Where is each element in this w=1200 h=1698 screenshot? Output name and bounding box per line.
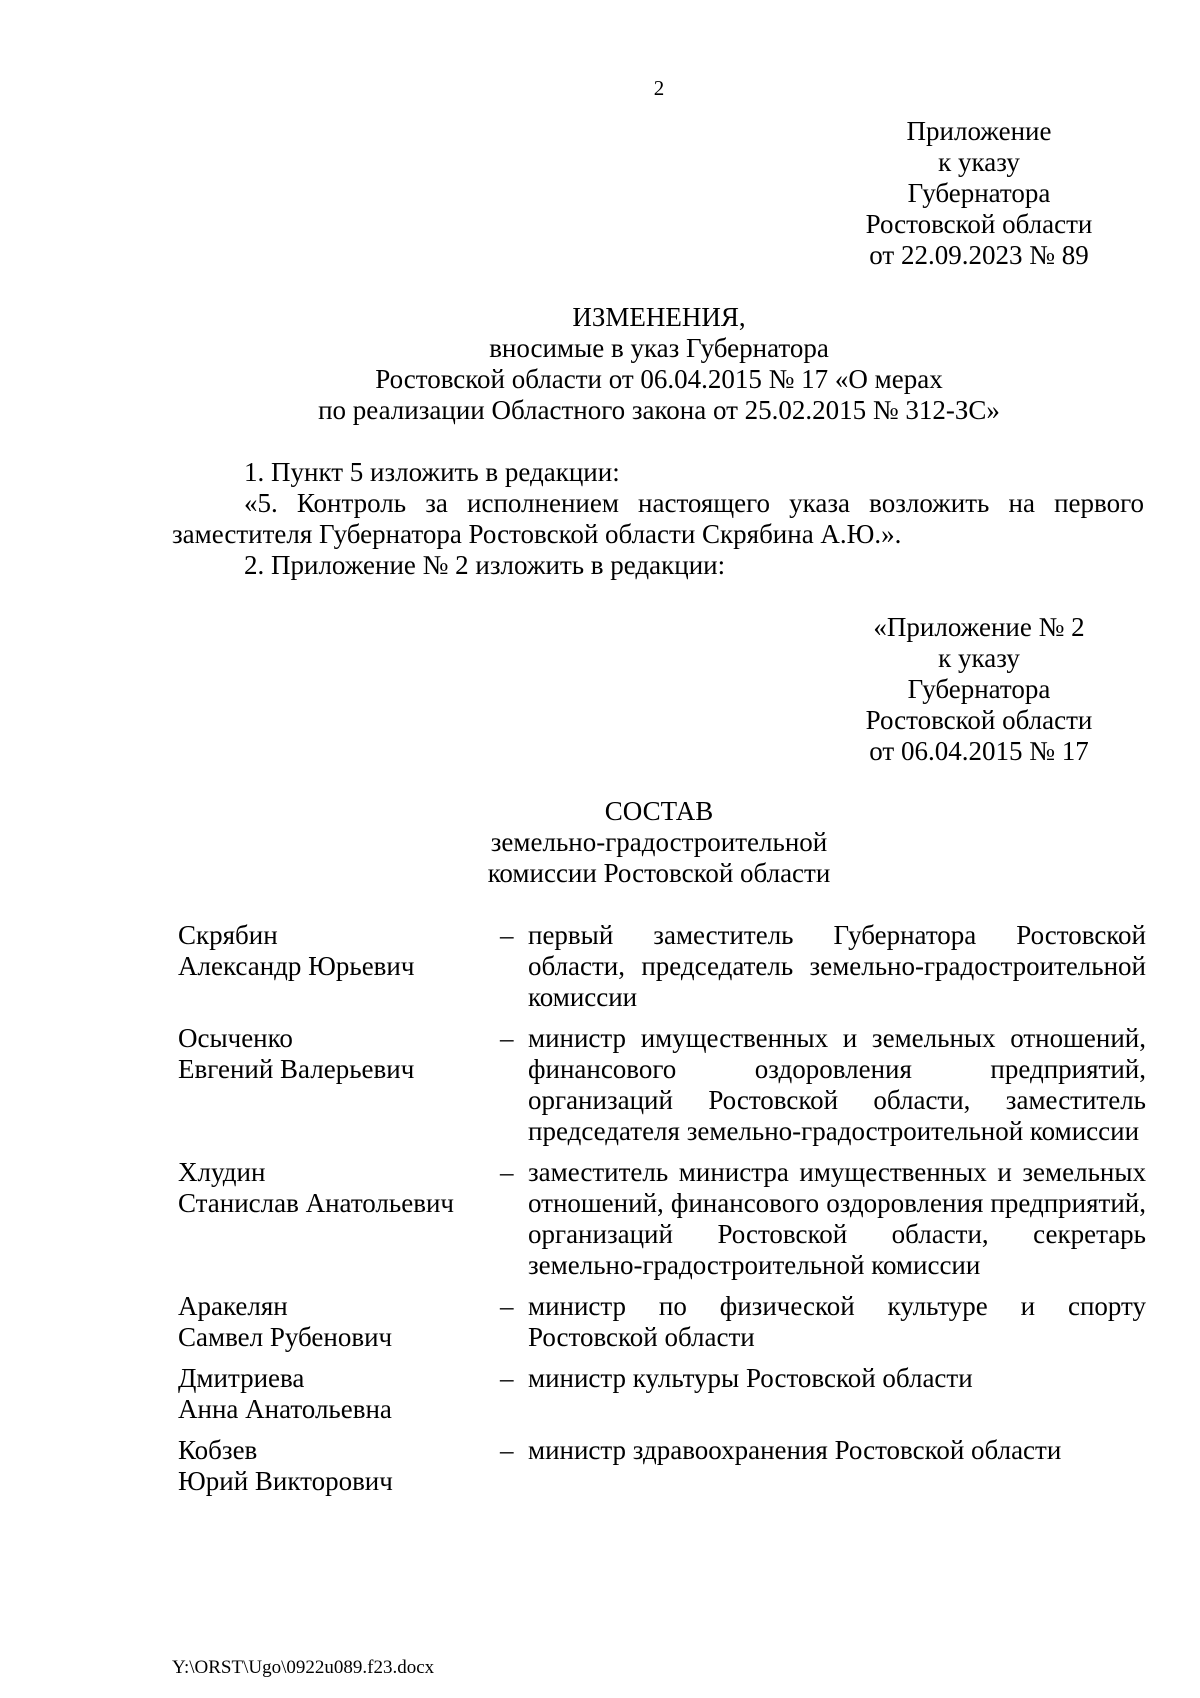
appendix-line: от 22.09.2023 № 89	[869, 240, 1089, 270]
member-dash: –	[500, 1363, 514, 1393]
member-row	[178, 920, 1146, 1013]
member-surname: Осыченко	[178, 1023, 293, 1053]
member-row	[178, 1291, 1146, 1353]
appendix-line: Ростовской области	[865, 209, 1093, 239]
changes-heading	[170, 302, 1148, 426]
member-given-name: Юрий Викторович	[178, 1466, 393, 1496]
member-dash: –	[500, 1023, 514, 1053]
member-role: министр имущественных и земельных отношений, финансового оздоровления предприятий, организаций Ростовской области, заместитель председателя земельно-градостроительной комиссии	[528, 1023, 1146, 1146]
member-role: министр по физической культуре и спорту Ростовской области	[528, 1291, 1146, 1352]
member-name	[178, 1291, 500, 1353]
body-paragraph: «5. Контроль за исполнением настоящего указа возложить на первого заместителя Губернатора Ростовской области Скрябина А.Ю.».	[172, 488, 1144, 549]
member-dash: –	[500, 1291, 514, 1321]
member-row	[178, 1363, 1146, 1425]
member-given-name: Анна Анатольевна	[178, 1394, 392, 1424]
member-dash: –	[500, 1157, 514, 1187]
member-role: министр здравоохранения Ростовской области	[528, 1435, 1062, 1465]
appendix-2-header	[844, 612, 1114, 767]
member-name	[178, 920, 500, 1013]
member-surname: Кобзев	[178, 1435, 258, 1465]
sostav-subtitle-line: земельно-градостроительной	[490, 827, 828, 857]
changes-title: ИЗМЕНЕНИЯ,	[572, 302, 746, 332]
changes-subtitle-line: Ростовской области от 06.04.2015 № 17 «О мерах	[375, 364, 943, 394]
member-name	[178, 1023, 500, 1147]
member-surname: Хлудин	[178, 1157, 266, 1187]
appendix-line: Ростовской области	[865, 705, 1093, 735]
member-role: первый заместитель Губернатора Ростовской области, председатель земельно-градостроительной комиссии	[528, 920, 1146, 1012]
member-role: министр культуры Ростовской области	[528, 1363, 973, 1393]
page-number: 2	[653, 76, 665, 100]
member-surname: Скрябин	[178, 920, 278, 950]
member-name	[178, 1435, 500, 1497]
member-given-name: Евгений Валерьевич	[178, 1054, 415, 1084]
body-paragraph: 1. Пункт 5 изложить в редакции:	[244, 457, 620, 487]
appendix-line: Губернатора	[907, 674, 1051, 704]
appendix-line: от 06.04.2015 № 17	[869, 736, 1089, 766]
body-paragraph: 2. Приложение № 2 изложить в редакции:	[244, 550, 726, 580]
member-given-name: Станислав Анатольевич	[178, 1188, 454, 1218]
member-role: заместитель министра имущественных и земельных отношений, финансового оздоровления предприятий, организаций Ростовской области, секретарь земельно-градостроительной комиссии	[528, 1157, 1146, 1280]
member-name	[178, 1363, 500, 1425]
member-given-name: Самвел Рубенович	[178, 1322, 393, 1352]
appendix-line: Губернатора	[907, 178, 1051, 208]
appendix-line: «Приложение № 2	[873, 612, 1085, 642]
file-path-footer: Y:\ORST\Ugo\0922u089.f23.docx	[172, 1657, 435, 1678]
appendix-line: к указу	[938, 147, 1020, 177]
member-given-name: Александр Юрьевич	[178, 951, 415, 981]
sostav-heading	[170, 796, 1148, 889]
body-text	[172, 457, 1144, 581]
sostav-title: СОСТАВ	[604, 796, 714, 826]
member-surname: Аракелян	[178, 1291, 288, 1321]
sostav-subtitle-line: комиссии Ростовской области	[487, 858, 831, 888]
member-surname: Дмитриева	[178, 1363, 305, 1393]
changes-subtitle-line: по реализации Областного закона от 25.02.2015 № 312-ЗС»	[318, 395, 1000, 425]
member-name	[178, 1157, 500, 1281]
member-dash: –	[500, 920, 514, 950]
changes-subtitle-line: вносимые в указ Губернатора	[489, 333, 829, 363]
member-row	[178, 1157, 1146, 1281]
appendix-line: к указу	[938, 643, 1020, 673]
member-row	[178, 1023, 1146, 1147]
appendix-header	[844, 116, 1114, 271]
appendix-line: Приложение	[906, 116, 1052, 146]
member-list	[178, 920, 1146, 1507]
member-dash: –	[500, 1435, 514, 1465]
member-row	[178, 1435, 1146, 1497]
